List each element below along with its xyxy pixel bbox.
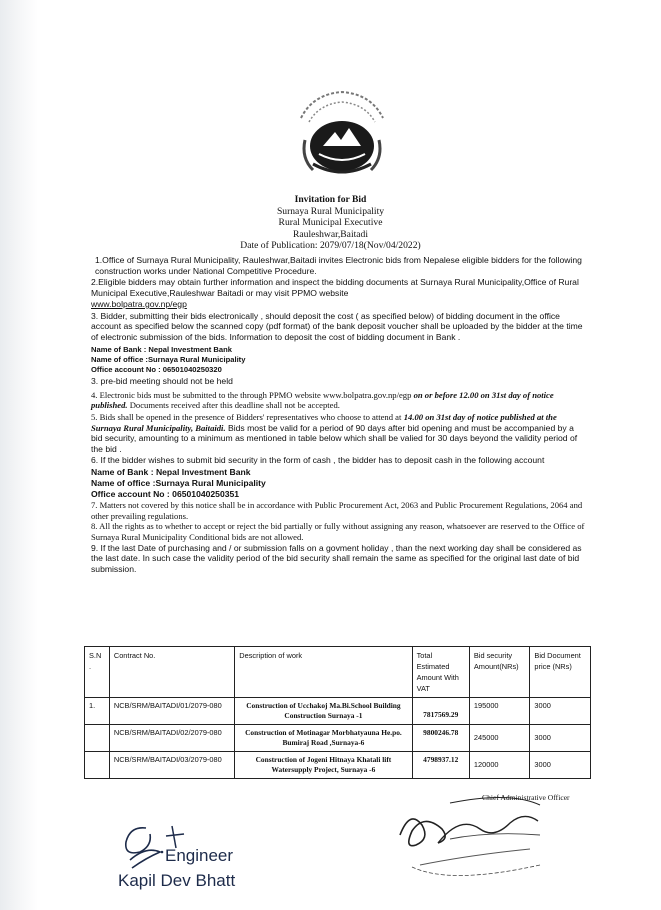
para-2-text: 2.Eligible bidders may obtain further information and inspect the bidding documents at Surnaya Rural Municipality,Office of Rural Municipal Executive,Rauleshwar Baitadi or may visit PPMO website xyxy=(91,277,579,299)
para-8: 8. All the rights as to whether to accept or reject the bid partially or fully without assigning any reason, whatsoever are reserved to the Office of Surnaya Rural Municipality Conditional bids are not allowed. xyxy=(91,521,585,542)
table-header-row xyxy=(85,647,591,698)
publication-date: Date of Publication: 2079/07/18(Nov/04/2022) xyxy=(240,240,421,252)
nepal-government-emblem xyxy=(283,88,401,184)
cell-description: Construction of Motinagar Morbhatyauna He.po. Bumiraj Road ,Surnaya-6 xyxy=(235,725,412,752)
bank-name-2: Name of Bank : Nepal Investment Bank xyxy=(91,467,251,478)
engineer-name: Kapil Dev Bhatt xyxy=(118,871,236,890)
table-row xyxy=(85,725,591,752)
para-9: 9. If the last Date of purchasing and / or submission falls on a govment holiday , than the next working day shall be considered as the last date. In such case the validity period of the bid security shall remain the same as specified for the original last date of bid submission. xyxy=(91,542,582,575)
officer-signature-stamp xyxy=(390,795,560,885)
cell-contract: NCB/SRM/BAITADI/02/2079-080 xyxy=(109,725,234,752)
para-4-deadline: on or before 12.00 on 31st day of notice published. xyxy=(91,389,554,411)
cell-contract: NCB/SRM/BAITADI/01/2079-080 xyxy=(109,698,234,725)
table-row xyxy=(85,698,591,725)
cell-sn xyxy=(85,752,110,779)
engineer-title: Engineer xyxy=(165,846,234,865)
para-1: 1.Office of Surnaya Rural Municipality, Rauleshwar,Baitadi invites Electronic bids from Nepalese eligible bidders for the following construction works under National Competitive Procedure. xyxy=(95,255,582,276)
para-5-opening: 14.00 on 31st day of notice published at the Surnaya Rural Municipality, Baitaidi. xyxy=(91,411,557,433)
chief-administrative-officer: Chief Administrative Officer xyxy=(482,793,570,802)
para-5 xyxy=(91,412,586,455)
cell-price: 3000 xyxy=(530,752,591,779)
col-total: Total Estimated Amount With VAT xyxy=(412,647,469,698)
ppmo-link[interactable]: www.bolpatra.gov.np/egp xyxy=(91,298,187,309)
cell-sn: 1. xyxy=(85,698,110,725)
col-contract: Contract No. xyxy=(109,647,234,698)
para-4-end: Documents received after this deadline shall not be accepted. xyxy=(129,400,340,411)
executive-name: Rural Municipal Executive xyxy=(278,217,383,229)
notice-title: Invitation for Bid xyxy=(294,194,367,205)
cell-total: 4798937.12 xyxy=(412,752,469,779)
bank-info-2 xyxy=(91,467,586,499)
notice-body xyxy=(91,255,586,575)
para-6: 6. If the bidder wishes to submit bid security in the form of cash , the bidder has to deposit cash in the following account xyxy=(91,454,545,465)
location: Rauleshwar,Baitadi xyxy=(292,228,368,240)
table-row xyxy=(85,752,591,779)
bank-name: Name of Bank : Nepal Investment Bank xyxy=(91,344,232,354)
cell-total: 7817569.29 xyxy=(412,698,469,725)
para-2 xyxy=(91,277,586,309)
header xyxy=(0,194,661,252)
para-3b: 3. pre-bid meeting should not be held xyxy=(91,375,233,386)
col-description: Description of work xyxy=(235,647,412,698)
office-account: Office account No : 06501040250320 xyxy=(91,365,222,375)
col-sn: S.N . xyxy=(85,647,110,698)
contracts-table xyxy=(84,646,591,779)
office-name: Name of office :Surnaya Rural Municipality xyxy=(91,355,246,365)
col-price: Bid Document price (NRs) xyxy=(530,647,591,698)
para-5-text: 5. Bids shall be opened in the presence of Bidders' representatives who choose to attend at xyxy=(91,411,402,422)
cell-description: Construction of Jogeni Hitnaya Khatali lift Watersupply Project, Surnaya -6 xyxy=(235,752,412,779)
office-name-2: Name of office :Surnaya Rural Municipality xyxy=(91,478,266,489)
cell-security: 195000 xyxy=(469,698,530,725)
bank-info-1 xyxy=(91,345,586,376)
cell-price: 3000 xyxy=(530,725,591,752)
para-5-end: Bids most be valid for a period of 90 days after bid opening and must be accompanied by a bid security, amounting to a minimum as mentioned in table below which shall be valied for 30 days beyond the validity period of the bid . xyxy=(91,422,578,455)
cell-security: 120000 xyxy=(469,752,530,779)
municipality-name: Surnaya Rural Municipality xyxy=(276,205,385,217)
cell-sn xyxy=(85,725,110,752)
para-4 xyxy=(91,390,586,411)
col-security: Bid security Amount(NRs) xyxy=(469,647,530,698)
cell-description: Construction of Ucchakoj Ma.Bi.School Building Construction Surnaya -1 xyxy=(235,698,412,725)
scan-edge xyxy=(0,0,38,910)
para-4-text: 4. Electronic bids must be submitted to the through PPMO website www.bolpatra.gov.np/egp xyxy=(91,389,412,400)
para-3: 3. Bidder, submitting their bids electronically , should deposit the cost ( as specified below) of bidding document in the office account as specified below the scanned copy (pdf format) of the bank deposit voucher shall be uploaded by the bidder at the time of electronic submission of the bids. Information to deposit the cost of bidding document in Bank . xyxy=(91,310,583,342)
cell-security: 245000 xyxy=(469,725,530,752)
cell-price: 3000 xyxy=(530,698,591,725)
cell-total: 9800246.78 xyxy=(412,725,469,752)
para-7: 7. Matters not covered by this notice shall be in accordance with Public Procurement Act, 2063 and Public Procurement Regulations, 2064 and other prevailing regulations. xyxy=(91,499,583,521)
cell-contract: NCB/SRM/BAITADI/03/2079-080 xyxy=(109,752,234,779)
office-account-2: Office account No : 06501040250351 xyxy=(91,489,240,500)
